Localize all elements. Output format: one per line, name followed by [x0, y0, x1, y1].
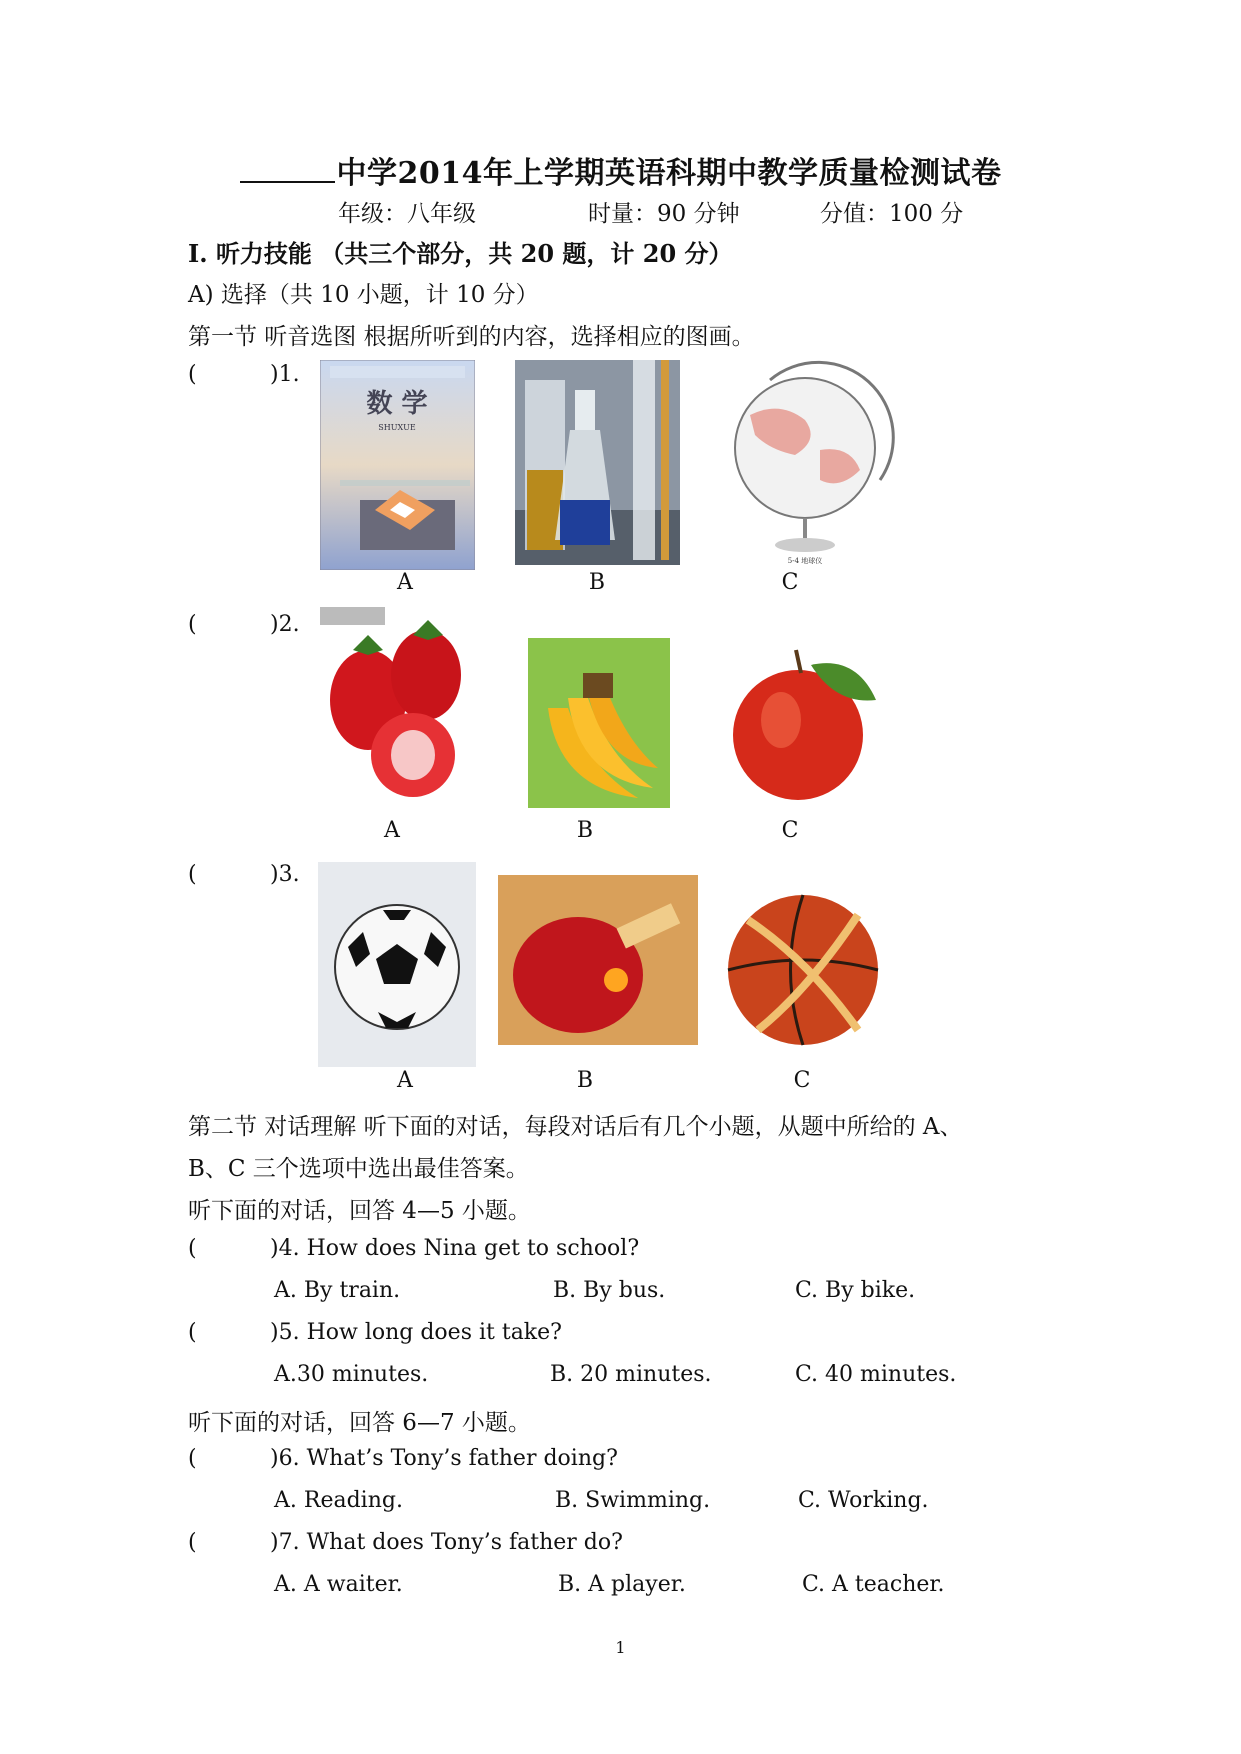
school-name-blank[interactable]	[240, 153, 335, 183]
option-a[interactable]: A. Reading.	[274, 1488, 403, 1513]
part-a-heading: A) 选择（共 10 小题，计 10 分）	[188, 282, 539, 308]
apple-image	[726, 625, 896, 810]
option-c[interactable]: C. Working.	[798, 1488, 929, 1513]
option-letter-c[interactable]: C	[793, 1068, 811, 1093]
answer-paren-open[interactable]: (	[188, 1446, 197, 1471]
bananas-image	[528, 638, 670, 808]
lab-flasks-image	[515, 360, 680, 565]
option-letter-b[interactable]: B	[576, 1068, 594, 1093]
section-heading: Ⅰ. 听力技能 （共三个部分，共 20 题，计 20 分）	[188, 239, 733, 268]
jie2-instruction-line1: 第二节 对话理解 听下面的对话，每段对话后有几个小题，从题中所给的 A、	[188, 1114, 963, 1140]
ping-pong-paddle-image	[498, 875, 698, 1045]
strawberries-image	[318, 605, 478, 805]
question-number: )3.	[270, 862, 300, 887]
option-a[interactable]: A. A waiter.	[274, 1572, 403, 1597]
option-a[interactable]: A.30 minutes.	[274, 1362, 429, 1387]
page-title: 中学2014年上学期英语科期中教学质量检测试卷	[0, 148, 1241, 192]
soccer-ball-image	[318, 862, 476, 1067]
basketball-image	[718, 880, 898, 1055]
jie1-instruction: 第一节 听音选图 根据所听到的内容，选择相应的图画。	[188, 324, 755, 350]
option-letter-c[interactable]: C	[781, 570, 799, 595]
globe-image	[710, 360, 900, 570]
question-text: )4. How does Nina get to school?	[270, 1236, 640, 1261]
answer-paren-open[interactable]: (	[188, 1320, 197, 1345]
answer-paren-open[interactable]: (	[188, 862, 197, 887]
question-text: )7. What does Tony’s father do?	[270, 1530, 623, 1555]
book-subtitle-text: SHUXUE	[378, 423, 416, 432]
option-letter-a[interactable]: A	[384, 818, 400, 843]
option-c[interactable]: C. 40 minutes.	[795, 1362, 957, 1387]
page-number: 1	[615, 1638, 626, 1657]
answer-paren-open[interactable]: (	[188, 362, 197, 387]
option-letter-a[interactable]: A	[397, 570, 413, 595]
question-text: )6. What’s Tony’s father doing?	[270, 1446, 618, 1471]
option-a[interactable]: A. By train.	[274, 1278, 401, 1303]
score-info: 分值：100 分	[820, 201, 964, 227]
dialogue-instruction-6-7: 听下面的对话，回答 6—7 小题。	[188, 1410, 531, 1436]
question-number: )2.	[270, 612, 300, 637]
option-c[interactable]: C. By bike.	[795, 1278, 916, 1303]
time-info: 时量：90 分钟	[588, 201, 740, 227]
jie2-instruction-line2: B、C 三个选项中选出最佳答案。	[188, 1156, 529, 1182]
answer-paren-open[interactable]: (	[188, 612, 197, 637]
answer-paren-open[interactable]: (	[188, 1530, 197, 1555]
option-b[interactable]: B. A player.	[558, 1572, 686, 1597]
option-letter-b[interactable]: B	[576, 818, 594, 843]
option-c[interactable]: C. A teacher.	[802, 1572, 945, 1597]
option-letter-c[interactable]: C	[781, 818, 799, 843]
option-b[interactable]: B. Swimming.	[555, 1488, 711, 1513]
book-title-text: 数 学	[366, 389, 428, 419]
math-textbook-image	[320, 360, 475, 570]
option-letter-b[interactable]: B	[588, 570, 606, 595]
answer-paren-open[interactable]: (	[188, 1236, 197, 1261]
option-b[interactable]: B. 20 minutes.	[550, 1362, 712, 1387]
dialogue-instruction-4-5: 听下面的对话，回答 4—5 小题。	[188, 1198, 531, 1224]
question-text: )5. How long does it take?	[270, 1320, 562, 1345]
globe-caption: 5-4 地球仪	[787, 557, 823, 565]
option-letter-a[interactable]: A	[397, 1068, 413, 1093]
grade-info: 年级：八年级	[338, 201, 476, 227]
question-number: )1.	[270, 362, 300, 387]
option-b[interactable]: B. By bus.	[553, 1278, 666, 1303]
